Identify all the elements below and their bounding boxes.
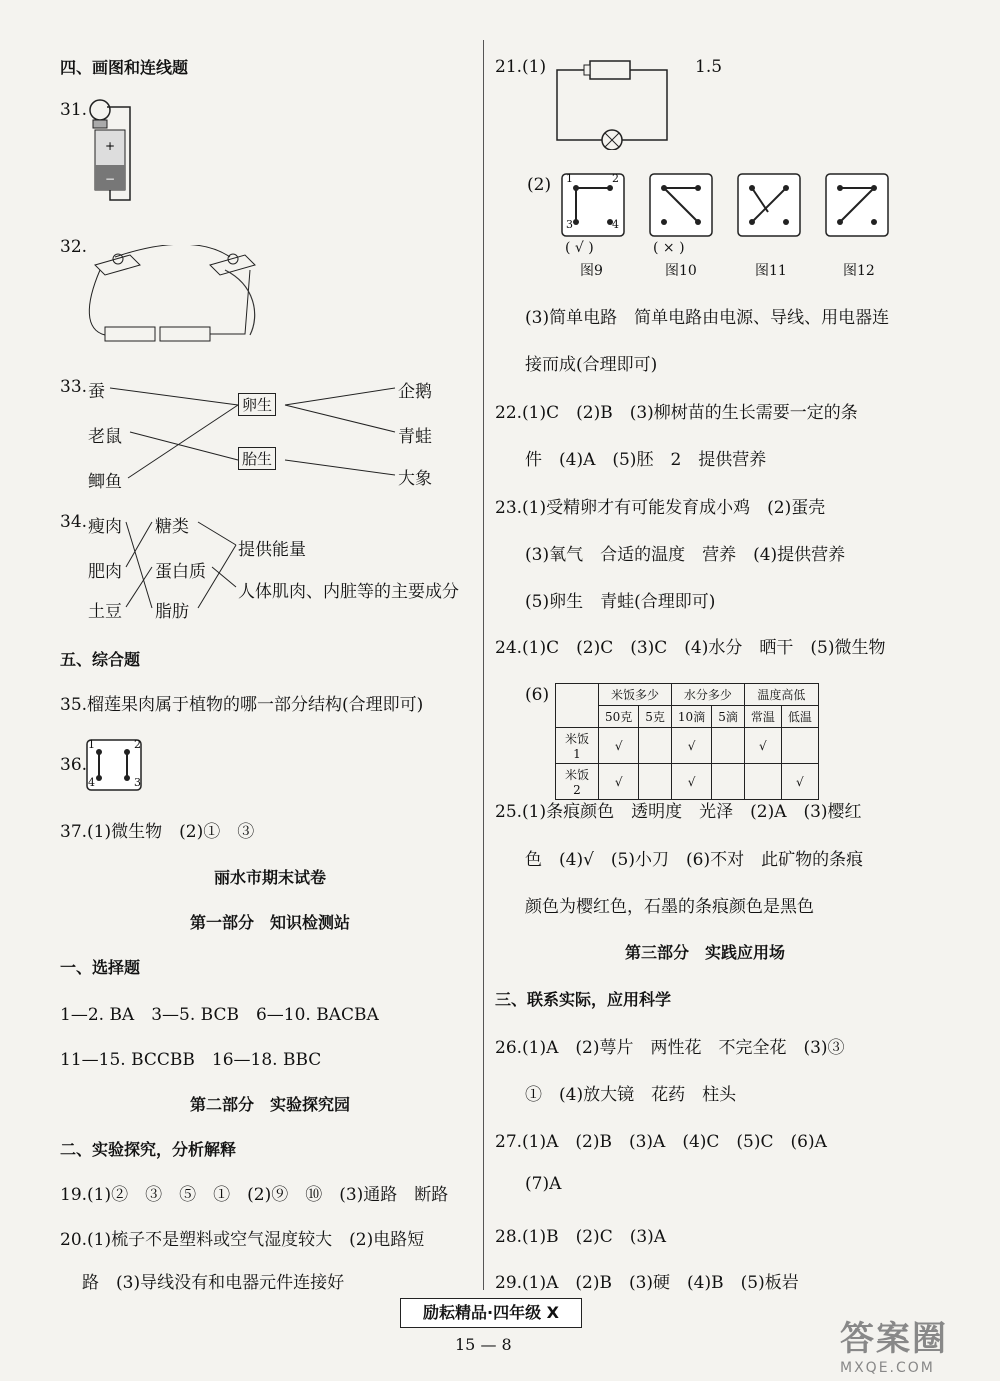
q21-voltage: 1.5 <box>695 57 723 77</box>
q24-experiment-table <box>555 683 819 800</box>
q23-answer-b: (3)氧气 合适的温度 营养 (4)提供营养 <box>525 545 846 565</box>
q21-part3-b: 接而成(合理即可) <box>525 355 658 375</box>
q28-answer: 28.(1)B (2)C (3)A <box>495 1227 667 1247</box>
q22-answer-b: 件 (4)A (5)胚 2 提供营养 <box>525 450 767 470</box>
q24-part6-label: (6) <box>525 685 550 705</box>
q24-answer: 24.(1)C (2)C (3)C (4)水分 晒干 (5)微生物 <box>495 638 886 658</box>
q34-col2-3: 脂肪 <box>155 602 189 622</box>
fig11-box <box>738 174 800 236</box>
q37-answer: 37.(1)微生物 (2)① ③ <box>60 822 255 842</box>
q34-col1-2: 肥肉 <box>88 562 122 582</box>
q34-col2-2: 蛋白质 <box>155 562 206 582</box>
table-row-name: 米饭1 <box>556 728 599 764</box>
choice-answers-2: 11—15. BCCBB 16—18. BBC <box>60 1050 322 1070</box>
q21-circuit-diagram <box>552 55 672 150</box>
q23-answer-c: (5)卵生 青蛙(合理即可) <box>525 592 716 612</box>
section-5-heading: 五、综合题 <box>60 650 141 669</box>
q20-answer-b: 路 (3)导线没有和电器元件连接好 <box>82 1273 345 1293</box>
q33-right-2: 青蛙 <box>398 427 432 447</box>
section-3-heading: 三、联系实际，应用科学 <box>495 990 672 1009</box>
table-header-water: 水分多少 <box>671 684 744 706</box>
q29-answer: 29.(1)A (2)B (3)硬 (4)B (5)板岩 <box>495 1273 799 1293</box>
footer-brand: 励耘精品·四年级 X <box>400 1298 582 1328</box>
fig10-label: 图10 <box>665 263 697 279</box>
table-cell <box>639 764 672 800</box>
q25-answer-b: 色 (4)√ (5)小刀 (6)不对 此矿物的条痕 <box>525 850 864 870</box>
q21-figure-boxes <box>560 172 895 240</box>
table-row <box>556 764 819 800</box>
fig9-mark: ( √ ) <box>565 240 594 256</box>
q27-answer-b: (7)A <box>525 1174 562 1194</box>
q21-part1-label: 21.(1) <box>495 57 547 77</box>
table-sub-low: 低温 <box>781 706 818 728</box>
q21-part2-label: (2) <box>527 175 552 195</box>
q34-connect-lines <box>0 0 480 640</box>
q23-answer-a: 23.(1)受精卵才有可能发育成小鸡 (2)蛋壳 <box>495 498 826 518</box>
table-cell: √ <box>671 764 711 800</box>
table-row-name: 米饭2 <box>556 764 599 800</box>
q35-answer: 35.榴莲果肉属于植物的哪一部分结构(合理即可) <box>60 695 424 715</box>
watermark-logo <box>840 1311 990 1376</box>
q25-answer-c: 颜色为樱红色，石墨的条痕颜色是黑色 <box>525 897 814 917</box>
column-divider <box>483 40 484 1290</box>
watermark-text: 答案圈 <box>840 1319 948 1359</box>
q22-answer-a: 22.(1)C (2)B (3)柳树苗的生长需要一定的条 <box>495 403 858 423</box>
svg-text:+: + <box>105 139 116 153</box>
table-cell: √ <box>744 728 781 764</box>
section-4-heading: 四、画图和连线题 <box>60 58 189 77</box>
fig9-num-4: 4 <box>612 218 619 231</box>
q33-right-1: 企鹅 <box>398 382 432 402</box>
fig9-num-2: 2 <box>612 172 619 185</box>
table-cell <box>744 764 781 800</box>
q33-left-1: 蚕 <box>88 382 105 402</box>
q33-mid-oviparous: 卵生 <box>238 393 276 416</box>
q27-answer-a: 27.(1)A (2)B (3)A (4)C (5)C (6)A <box>495 1132 827 1152</box>
q34-col1-3: 土豆 <box>88 602 122 622</box>
fig12-box <box>826 174 888 236</box>
svg-text:−: − <box>105 172 116 186</box>
fig11-label: 图11 <box>755 263 787 279</box>
table-cell <box>639 728 672 764</box>
table-header-rice: 米饭多少 <box>599 684 672 706</box>
table-cell: √ <box>671 728 711 764</box>
q34-col2-1: 糖类 <box>155 517 189 537</box>
part-2-heading: 第二部分 实验探究园 <box>189 1095 350 1114</box>
q36-num-4: 4 <box>88 776 95 789</box>
q34-col3-1: 提供能量 <box>238 540 306 560</box>
watermark-url: MXQE.COM <box>840 1360 935 1376</box>
part-1-heading: 第一部分 知识检测站 <box>189 913 350 932</box>
table-sub-5drops: 5滴 <box>712 706 745 728</box>
q33-mid-viviparous: 胎生 <box>238 447 276 470</box>
fig9-num-3: 3 <box>566 218 573 231</box>
section-1-heading: 一、选择题 <box>60 958 141 977</box>
table-cell: √ <box>599 764 639 800</box>
exam-title: 丽水市期末试卷 <box>213 868 326 887</box>
table-sub-5g: 5克 <box>639 706 672 728</box>
table-cell <box>712 728 745 764</box>
q20-answer-a: 20.(1)梳子不是塑料或空气湿度较大 (2)电路短 <box>60 1230 425 1250</box>
table-cell <box>781 728 818 764</box>
fig9-label: 图9 <box>580 263 603 279</box>
q33-number: 33. <box>60 377 88 397</box>
q21-part3-a: (3)简单电路 简单电路由电源、导线、用电器连 <box>525 308 890 328</box>
q26-answer-a: 26.(1)A (2)萼片 两性花 不完全花 (3)③ <box>495 1038 845 1058</box>
q33-right-3: 大象 <box>398 469 432 489</box>
table-sub-10drops: 10滴 <box>671 706 711 728</box>
table-cell: √ <box>599 728 639 764</box>
section-2-heading: 二、实验探究，分析解释 <box>60 1140 237 1159</box>
q34-col3-2: 人体肌肉、内脏等的主要成分 <box>238 582 459 602</box>
q33-left-3: 鲫鱼 <box>88 472 122 492</box>
q36-num-2: 2 <box>134 738 141 751</box>
q31-number: 31. <box>60 100 88 120</box>
choice-answers-1: 1—2. BA 3—5. BCB 6—10. BACBA <box>60 1005 379 1025</box>
q25-answer-a: 25.(1)条痕颜色 透明度 光泽 (2)A (3)樱红 <box>495 802 862 822</box>
q19-answer: 19.(1)② ③ ⑤ ① (2)⑨ ⑩ (3)通路 断路 <box>60 1185 449 1205</box>
table-sub-normal: 常温 <box>744 706 781 728</box>
fig9-num-1: 1 <box>566 172 573 185</box>
table-cell: √ <box>781 764 818 800</box>
q36-num-3: 3 <box>134 776 141 789</box>
fig12-label: 图12 <box>843 263 875 279</box>
table-row <box>556 728 819 764</box>
q34-col1-1: 瘦肉 <box>88 517 122 537</box>
q36-num-1: 1 <box>88 738 95 751</box>
q32-number: 32. <box>60 237 88 257</box>
page-number: 15 — 8 <box>455 1335 512 1354</box>
q34-number: 34. <box>60 512 88 532</box>
part-3-heading: 第三部分 实践应用场 <box>624 943 785 962</box>
table-sub-50g: 50克 <box>599 706 639 728</box>
fig10-mark: ( × ) <box>653 240 685 256</box>
q26-answer-b: ① (4)放大镜 花药 柱头 <box>525 1085 737 1105</box>
table-cell <box>712 764 745 800</box>
fig10-box <box>650 174 712 236</box>
q33-left-2: 老鼠 <box>88 427 122 447</box>
q36-number: 36. <box>60 755 88 775</box>
table-header-temp: 温度高低 <box>744 684 818 706</box>
